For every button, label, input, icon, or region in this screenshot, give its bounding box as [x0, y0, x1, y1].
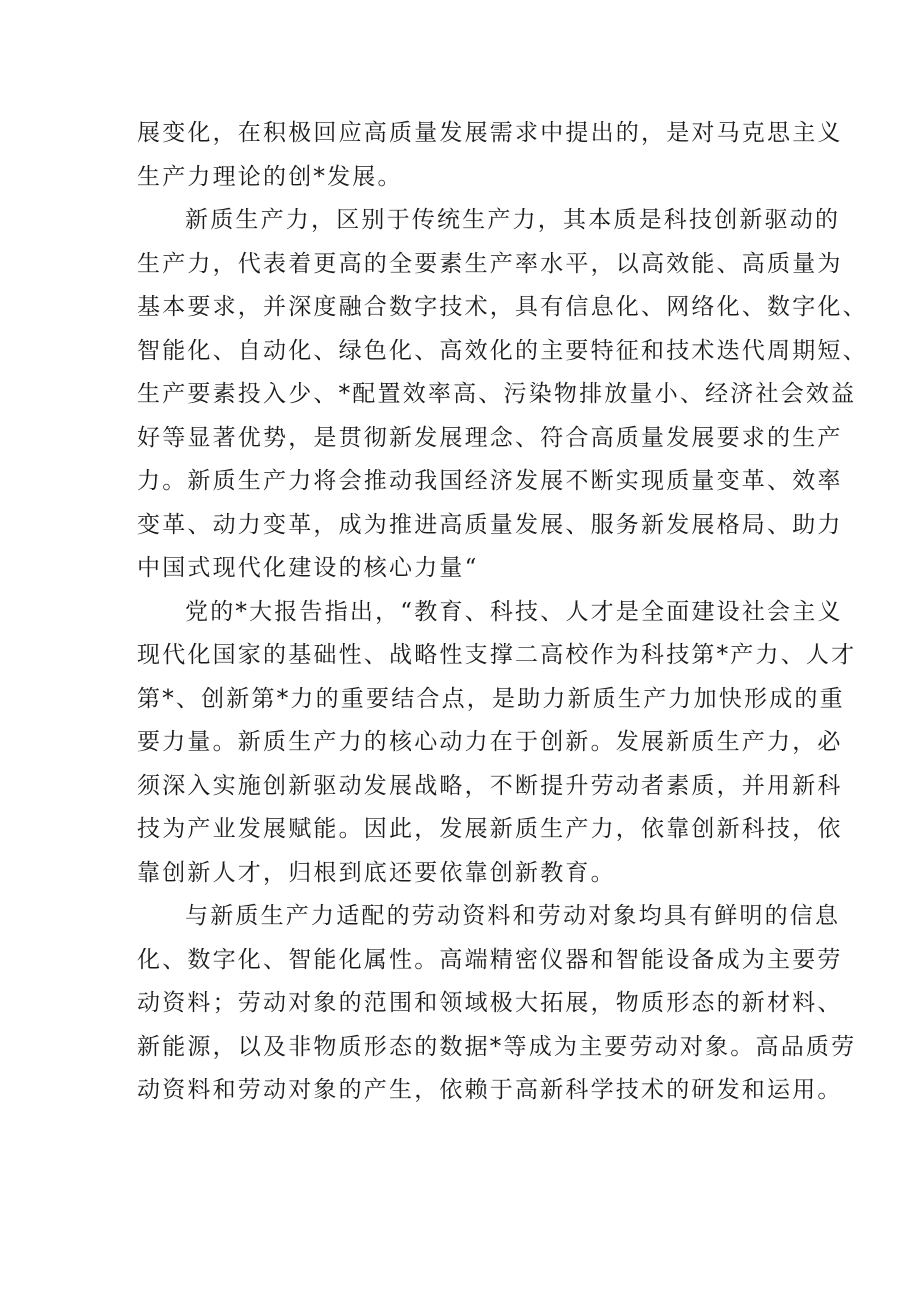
text-line: 好等显著优势，是贯彻新发展理念、符合高质量发展要求的生产 — [137, 425, 843, 451]
text-line: 化、数字化、智能化属性。高端精密仪器和智能设备成为主要劳 — [137, 947, 843, 973]
text-line: 智能化、自动化、绿色化、高效化的主要特征和技术迭代周期短、 — [137, 338, 868, 364]
paragraph-first-line: 新质生产力，区别于传统生产力，其本质是科技创新驱动的 — [185, 207, 841, 233]
text-line: 生产力，代表着更高的全要素生产率水平，以高效能、高质量为 — [137, 251, 843, 277]
text-line: 生产要素投入少、*配置效率高、污染物排放量小、经济社会效益 — [137, 381, 857, 407]
text-line: 新能源，以及非物质形态的数据*等成为主要劳动对象。高品质劳 — [137, 1034, 857, 1060]
text-line: 现代化国家的基础性、战略性支撑二高校作为科技第*产力、人才 — [137, 642, 857, 668]
text-line: 展变化，在积极回应高质量发展需求中提出的，是对马克思主义 — [137, 120, 843, 146]
text-line: 基本要求，并深度融合数字技术，具有信息化、网络化、数字化、 — [137, 294, 868, 320]
text-line: 须深入实施创新驱动发展战略，不断提升劳动者素质，并用新科 — [137, 773, 843, 799]
paragraph-first-line: 与新质生产力适配的劳动资料和劳动对象均具有鲜明的信息 — [185, 903, 841, 929]
text-line: 靠创新人才，归根到底还要依靠创新教育。 — [137, 860, 616, 886]
text-line: 生产力理论的创*发展。 — [137, 164, 403, 190]
text-line: 动资料和劳动对象的产生，依赖于高新科学技术的研发和运用。 — [137, 1077, 843, 1103]
text-line: 力。新质生产力将会推动我国经济发展不断实现质量变革、效率 — [137, 468, 843, 494]
text-line: 动资料；劳动对象的范围和领域极大拓展，物质形态的新材料、 — [137, 990, 843, 1016]
text-line: 要力量。新质生产力的核心动力在于创新。发展新质生产力，必 — [137, 729, 843, 755]
text-line: 第*、创新第*力的重要结合点，是助力新质生产力加快形成的重 — [137, 686, 845, 712]
text-line: 技为产业发展赋能。因此，发展新质生产力，依靠创新科技，依 — [137, 816, 843, 842]
text-line: 中国式现代化建设的核心力量“ — [137, 555, 479, 581]
text-line: 变革、动力变革，成为推进高质量发展、服务新发展格局、助力 — [137, 512, 843, 538]
paragraph-first-line: 党的*大报告指出，“教育、科技、人才是全面建设社会主义 — [185, 599, 843, 625]
